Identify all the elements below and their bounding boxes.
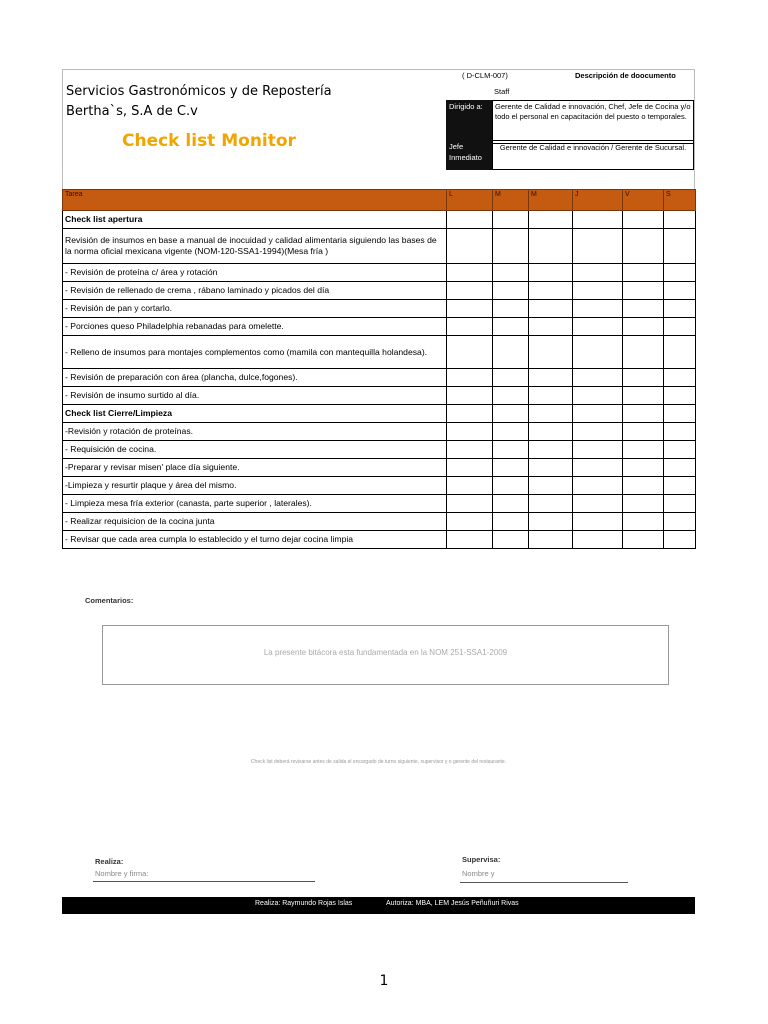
day-check-cell[interactable] [664, 282, 696, 300]
task-column-header: Tarea [63, 190, 447, 211]
review-note: Check list deberá revisarse antes de salida el encargado de turno siguiente, supervisor y o gerente del restaurante. [250, 759, 507, 765]
day-check-cell[interactable] [573, 264, 623, 282]
comments-box[interactable] [102, 625, 669, 685]
document-description-label: Descripción de doocumento [575, 71, 676, 80]
table-row [63, 282, 696, 300]
document-title: Check list Monitor [122, 131, 296, 151]
day-check-cell[interactable] [493, 264, 529, 282]
day-check-cell[interactable] [573, 459, 623, 477]
day-check-cell[interactable] [573, 211, 623, 229]
task-text: - Revisión de pan y cortarlo. [63, 300, 447, 318]
day-check-cell[interactable] [447, 405, 493, 423]
day-check-cell[interactable] [493, 495, 529, 513]
day-check-cell[interactable] [447, 211, 493, 229]
day-check-cell[interactable] [573, 441, 623, 459]
day-check-cell[interactable] [623, 405, 664, 423]
table-row [63, 318, 696, 336]
task-text: - Realizar requisicion de la cocina junta [63, 513, 447, 531]
section-header-row [63, 211, 696, 229]
task-text: - Requisición de cocina. [63, 441, 447, 459]
day-check-cell[interactable] [529, 211, 573, 229]
document-code: ( D-CLM-007) [462, 71, 508, 80]
day-check-cell[interactable] [447, 495, 493, 513]
supervisa-signature-line [460, 882, 628, 883]
day-check-cell[interactable] [447, 387, 493, 405]
day-check-cell[interactable] [493, 229, 529, 264]
table-row [63, 495, 696, 513]
day-check-cell[interactable] [447, 513, 493, 531]
table-row [63, 513, 696, 531]
day-check-cell[interactable] [573, 336, 623, 369]
table-row [63, 336, 696, 369]
day-check-cell[interactable] [573, 513, 623, 531]
day-check-cell[interactable] [623, 318, 664, 336]
task-text: - Revisar que cada area cumpla lo establecido y el turno dejar cocina limpia [63, 531, 447, 549]
day-check-cell[interactable] [573, 531, 623, 549]
day-check-cell[interactable] [447, 229, 493, 264]
jefe-inmediato-label: Jefe Inmediato [446, 140, 492, 170]
footer-autoriza: Autoriza: MBA, LEM Jesús Peñuñuri Rivas [386, 900, 519, 907]
day-column-header: M [529, 190, 573, 211]
day-check-cell[interactable] [529, 300, 573, 318]
day-check-cell[interactable] [529, 495, 573, 513]
day-check-cell[interactable] [529, 513, 573, 531]
task-text: - Revisión de proteína c/ área y rotación [63, 264, 447, 282]
table-row [63, 369, 696, 387]
day-check-cell[interactable] [573, 423, 623, 441]
day-column-header: L [447, 190, 493, 211]
task-text: - Revisión de insumo surtido al día. [63, 387, 447, 405]
day-check-cell[interactable] [664, 336, 696, 369]
day-check-cell[interactable] [573, 369, 623, 387]
day-check-cell[interactable] [623, 459, 664, 477]
day-check-cell[interactable] [493, 441, 529, 459]
day-check-cell[interactable] [447, 441, 493, 459]
day-check-cell[interactable] [493, 369, 529, 387]
table-row [63, 229, 696, 264]
day-check-cell[interactable] [573, 387, 623, 405]
day-check-cell[interactable] [529, 369, 573, 387]
comments-label: Comentarios: [85, 596, 134, 605]
table-row [63, 477, 696, 495]
day-check-cell[interactable] [529, 459, 573, 477]
day-check-cell[interactable] [623, 531, 664, 549]
section-header-row [63, 405, 696, 423]
day-check-cell[interactable] [573, 477, 623, 495]
day-check-cell[interactable] [664, 531, 696, 549]
day-check-cell[interactable] [623, 513, 664, 531]
day-check-cell[interactable] [529, 531, 573, 549]
day-check-cell[interactable] [573, 300, 623, 318]
task-text: -Limpieza y resurtir plaque y área del mismo. [63, 477, 447, 495]
task-text: -Preparar y revisar misen' place día siguiente. [63, 459, 447, 477]
day-check-cell[interactable] [623, 477, 664, 495]
realiza-name-field[interactable]: Nombre y firma: [95, 869, 149, 878]
day-check-cell[interactable] [529, 387, 573, 405]
task-text: - Revisión de rellenado de crema , rábano laminado y picados del día [63, 282, 447, 300]
day-check-cell[interactable] [493, 387, 529, 405]
day-column-header: V [623, 190, 664, 211]
day-column-header: M [493, 190, 529, 211]
day-check-cell[interactable] [447, 369, 493, 387]
day-check-cell[interactable] [493, 477, 529, 495]
footer-realiza: Realiza: Raymundo Rojas Islas [255, 900, 353, 907]
day-check-cell[interactable] [493, 459, 529, 477]
day-check-cell[interactable] [447, 477, 493, 495]
dirigido-label: Dirigido a: [446, 100, 492, 144]
jefe-inmediato-value: Gerente de Calidad e innovación / Gerente de Sucursal. [492, 140, 694, 170]
day-check-cell[interactable] [529, 229, 573, 264]
day-check-cell[interactable] [573, 229, 623, 264]
day-check-cell[interactable] [447, 282, 493, 300]
day-check-cell[interactable] [623, 423, 664, 441]
table-row [63, 441, 696, 459]
task-text: Revisión de insumos en base a manual de inocuidad y calidad alimentaria siguiendo las bases de la norma oficial mexicana vigente (NOM-120-SSA1-1994)(Mesa fría ) [63, 229, 447, 264]
day-check-cell[interactable] [623, 495, 664, 513]
day-check-cell[interactable] [493, 318, 529, 336]
day-check-cell[interactable] [529, 318, 573, 336]
day-check-cell[interactable] [529, 441, 573, 459]
comments-box-text: La presente bitácora esta fundamentada en la NOM 251-SSA1-2009 [263, 648, 508, 657]
day-check-cell[interactable] [447, 300, 493, 318]
footer-bar [62, 897, 695, 914]
day-check-cell[interactable] [529, 336, 573, 369]
day-check-cell[interactable] [664, 423, 696, 441]
day-check-cell[interactable] [493, 211, 529, 229]
table-row [63, 264, 696, 282]
dirigido-value: Gerente de Calidad e innovación, Chef, Jefe de Cocina y/o todo el personal en capacitación del puesto o temporales. [492, 100, 694, 144]
header-border-top [62, 69, 695, 70]
company-name-line2: Bertha`s, S.A de C.v [66, 104, 198, 119]
day-check-cell[interactable] [493, 282, 529, 300]
task-text: - Relleno de insumos para montajes complementos como (mamila con mantequilla holandesa). [63, 336, 447, 369]
realiza-label: Realiza: [95, 857, 124, 866]
day-check-cell[interactable] [493, 513, 529, 531]
day-check-cell[interactable] [529, 423, 573, 441]
day-check-cell[interactable] [529, 405, 573, 423]
table-row [63, 531, 696, 549]
day-check-cell[interactable] [664, 229, 696, 264]
day-check-cell[interactable] [493, 336, 529, 369]
table-header-row [63, 190, 696, 211]
day-check-cell[interactable] [447, 459, 493, 477]
day-check-cell[interactable] [493, 300, 529, 318]
day-check-cell[interactable] [664, 264, 696, 282]
day-check-cell[interactable] [623, 369, 664, 387]
day-check-cell[interactable] [664, 495, 696, 513]
day-check-cell[interactable] [664, 459, 696, 477]
supervisa-label: Supervisa: [462, 855, 501, 864]
task-text: - Revisión de preparación con área (plancha, dulce,fogones). [63, 369, 447, 387]
staff-label: Staff [494, 87, 510, 96]
day-check-cell[interactable] [447, 318, 493, 336]
task-text: - Limpieza mesa fría exterior (canasta, parte superior , laterales). [63, 495, 447, 513]
checklist-table [62, 189, 696, 549]
day-check-cell[interactable] [623, 336, 664, 369]
day-check-cell[interactable] [529, 264, 573, 282]
day-check-cell[interactable] [664, 387, 696, 405]
day-check-cell[interactable] [623, 441, 664, 459]
task-text: - Porciones queso Philadelphia rebanadas para omelette. [63, 318, 447, 336]
day-check-cell[interactable] [664, 477, 696, 495]
day-check-cell[interactable] [623, 300, 664, 318]
table-row [63, 300, 696, 318]
day-check-cell[interactable] [664, 405, 696, 423]
day-check-cell[interactable] [664, 318, 696, 336]
day-check-cell[interactable] [664, 513, 696, 531]
day-check-cell[interactable] [664, 369, 696, 387]
company-name-line1: Servicios Gastronómicos y de Repostería [66, 84, 332, 99]
day-check-cell[interactable] [573, 282, 623, 300]
day-check-cell[interactable] [623, 229, 664, 264]
table-row [63, 387, 696, 405]
realiza-signature-line [93, 881, 315, 882]
header-border-right [694, 69, 695, 189]
day-check-cell[interactable] [573, 318, 623, 336]
day-check-cell[interactable] [664, 211, 696, 229]
day-check-cell[interactable] [447, 423, 493, 441]
day-check-cell[interactable] [664, 300, 696, 318]
task-text: Check list Cierre/Limpieza [63, 405, 447, 423]
day-column-header: S [664, 190, 696, 211]
supervisa-name-field[interactable]: Nombre y [462, 869, 495, 878]
day-check-cell[interactable] [623, 211, 664, 229]
header-border-left [62, 69, 63, 189]
task-text: -Revisión y rotación de proteínas. [63, 423, 447, 441]
day-check-cell[interactable] [493, 405, 529, 423]
day-check-cell[interactable] [493, 423, 529, 441]
day-check-cell[interactable] [573, 405, 623, 423]
table-row [63, 459, 696, 477]
day-check-cell[interactable] [573, 495, 623, 513]
day-column-header: J [573, 190, 623, 211]
day-check-cell[interactable] [529, 282, 573, 300]
day-check-cell[interactable] [447, 336, 493, 369]
day-check-cell[interactable] [623, 264, 664, 282]
day-check-cell[interactable] [447, 531, 493, 549]
page-number: 1 [379, 973, 389, 989]
day-check-cell[interactable] [529, 477, 573, 495]
day-check-cell[interactable] [493, 531, 529, 549]
day-check-cell[interactable] [623, 282, 664, 300]
day-check-cell[interactable] [447, 264, 493, 282]
table-row [63, 423, 696, 441]
day-check-cell[interactable] [623, 387, 664, 405]
task-text: Check list apertura [63, 211, 447, 229]
day-check-cell[interactable] [664, 441, 696, 459]
